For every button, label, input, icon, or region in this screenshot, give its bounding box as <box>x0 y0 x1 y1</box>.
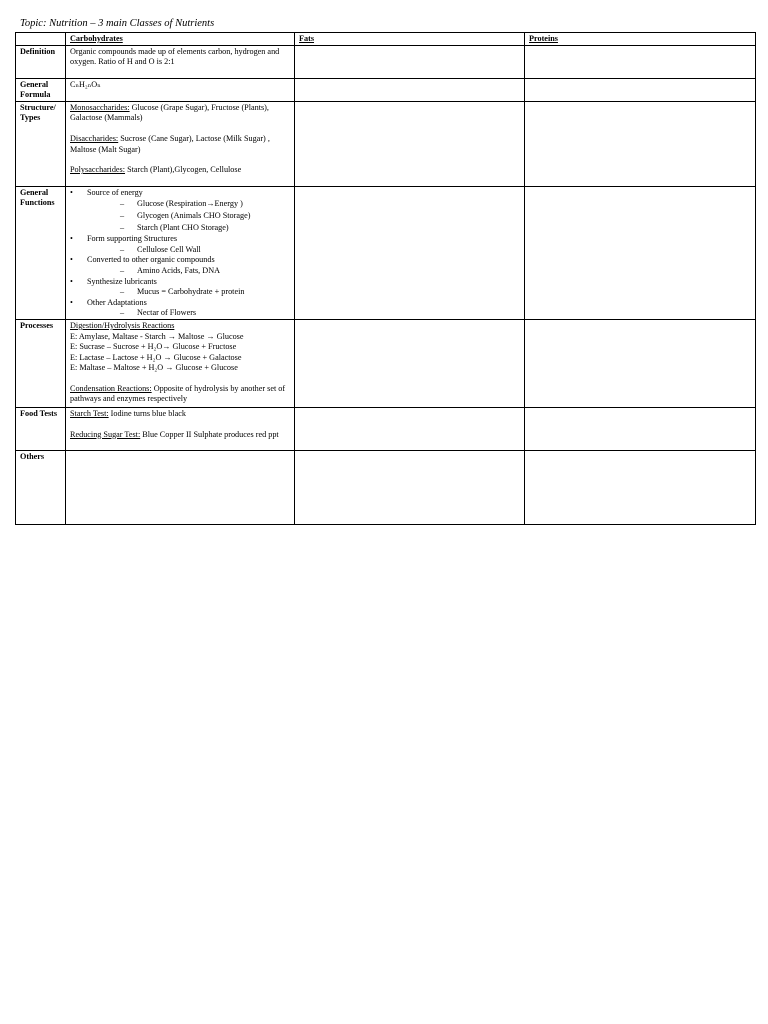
fats-others <box>295 450 525 524</box>
row-label-definition: Definition <box>16 45 66 78</box>
row-others <box>16 450 756 524</box>
reaction-line: E: Sucrase – Sucrose + H₂O→ Glucose + Fructose <box>70 342 237 352</box>
proteins-functions <box>525 186 756 319</box>
function-subitem: – Cellulose Cell Wall <box>87 245 291 256</box>
monosaccharides-entry <box>70 103 291 124</box>
carbs-foodtests <box>66 407 295 450</box>
carbs-formula: CₙH₂ₙOₙ <box>66 78 295 101</box>
header-fats: Fats <box>295 33 525 46</box>
starch-test-entry <box>70 409 291 420</box>
disaccharides-text: Sucrose (Cane Sugar), Lactose (Milk Sugar) , Maltose (Malt Sugar) <box>70 133 270 154</box>
reaction-line: E: Amylase, Maltase - Starch → Maltose → Glucose <box>70 331 244 341</box>
nutrients-table <box>15 32 756 525</box>
reaction-line: E: Lactase – Lactose + H₂O → Glucose + Galactose <box>70 352 242 362</box>
header-row <box>16 33 756 46</box>
row-label-processes: Processes <box>16 319 66 407</box>
fats-structure <box>295 101 525 186</box>
condensation-text: Opposite of hydrolysis by another set of pathways and enzymes respectively <box>70 383 286 404</box>
polysaccharides-heading: Polysaccharides: <box>70 165 126 175</box>
function-item: • Source of energy – Glucose (Respiration→Energy ) – Glycogen (Animals CHO Storage) – Starch (Plant CHO Storage) <box>70 188 291 233</box>
header-carbohydrates: Carbohydrates <box>66 33 295 46</box>
row-formula <box>16 78 756 101</box>
function-item: • Synthesize lubricants – Mucus = Carbohydrate + protein <box>70 277 291 298</box>
starch-test-heading: Starch Test: <box>70 408 109 418</box>
fats-definition <box>295 45 525 78</box>
condensation-heading: Condensation Reactions: <box>70 383 152 393</box>
function-item: • Converted to other organic compounds – Amino Acids, Fats, DNA <box>70 255 291 276</box>
proteins-formula <box>525 78 756 101</box>
fats-foodtests <box>295 407 525 450</box>
proteins-foodtests <box>525 407 756 450</box>
starch-test-text: Iodine turns blue black <box>108 408 186 418</box>
proteins-processes <box>525 319 756 407</box>
function-subitem: – Mucus = Carbohydrate + protein <box>87 287 291 298</box>
hydrolysis-heading: Digestion/Hydrolysis Reactions <box>70 320 175 330</box>
proteins-definition <box>525 45 756 78</box>
carbs-others <box>66 450 295 524</box>
proteins-others <box>525 450 756 524</box>
condensation-entry <box>70 384 291 405</box>
carbs-processes <box>66 319 295 407</box>
fats-functions <box>295 186 525 319</box>
row-label-formula: General Formula <box>16 78 66 101</box>
monosaccharides-heading: Monosaccharides: <box>70 102 130 112</box>
row-label-others: Others <box>16 450 66 524</box>
row-label-structure: Structure/ Types <box>16 101 66 186</box>
row-label-foodtests: Food Tests <box>16 407 66 450</box>
function-subitem: – Nectar of Flowers <box>87 308 291 319</box>
row-processes <box>16 319 756 407</box>
function-item: • Other Adaptations – Nectar of Flowers <box>70 298 291 319</box>
row-definition <box>16 45 756 78</box>
row-structure <box>16 101 756 186</box>
fats-formula <box>295 78 525 101</box>
functions-list <box>70 188 291 319</box>
row-functions <box>16 186 756 319</box>
document-title: Topic: Nutrition – 3 main Classes of Nutrients <box>20 18 215 29</box>
sugar-test-text: Blue Copper II Sulphate produces red ppt <box>140 429 279 439</box>
row-label-functions: General Functions <box>16 186 66 319</box>
fats-processes <box>295 319 525 407</box>
sugar-test-heading: Reducing Sugar Test: <box>70 429 141 439</box>
disaccharides-heading: Disaccharides: <box>70 133 119 143</box>
header-proteins: Proteins <box>525 33 756 46</box>
header-cell-empty <box>16 33 66 46</box>
carbs-structure <box>66 101 295 186</box>
monosaccharides-text: Glucose (Grape Sugar), Fructose (Plants), Galactose (Mammals) <box>70 102 269 123</box>
polysaccharides-entry <box>70 165 291 176</box>
function-subitem: – Starch (Plant CHO Storage) <box>87 223 291 234</box>
function-item: • Form supporting Structures – Cellulose Cell Wall <box>70 234 291 255</box>
row-foodtests <box>16 407 756 450</box>
carbs-functions <box>66 186 295 319</box>
disaccharides-entry <box>70 134 291 155</box>
function-subitem: – Glucose (Respiration→Energy ) <box>87 199 291 210</box>
function-subitem: – Amino Acids, Fats, DNA <box>87 266 291 277</box>
sugar-test-entry <box>70 430 291 441</box>
proteins-structure <box>525 101 756 186</box>
polysaccharides-text: Starch (Plant),Glycogen, Cellulose <box>125 165 242 175</box>
reaction-line: E: Maltase – Maltose + H₂O → Glucose + Glucose <box>70 363 238 373</box>
function-subitem: – Glycogen (Animals CHO Storage) <box>87 211 291 222</box>
carbs-definition: Organic compounds made up of elements carbon, hydrogen and oxygen. Ratio of H and O is 2:1 <box>66 45 295 78</box>
